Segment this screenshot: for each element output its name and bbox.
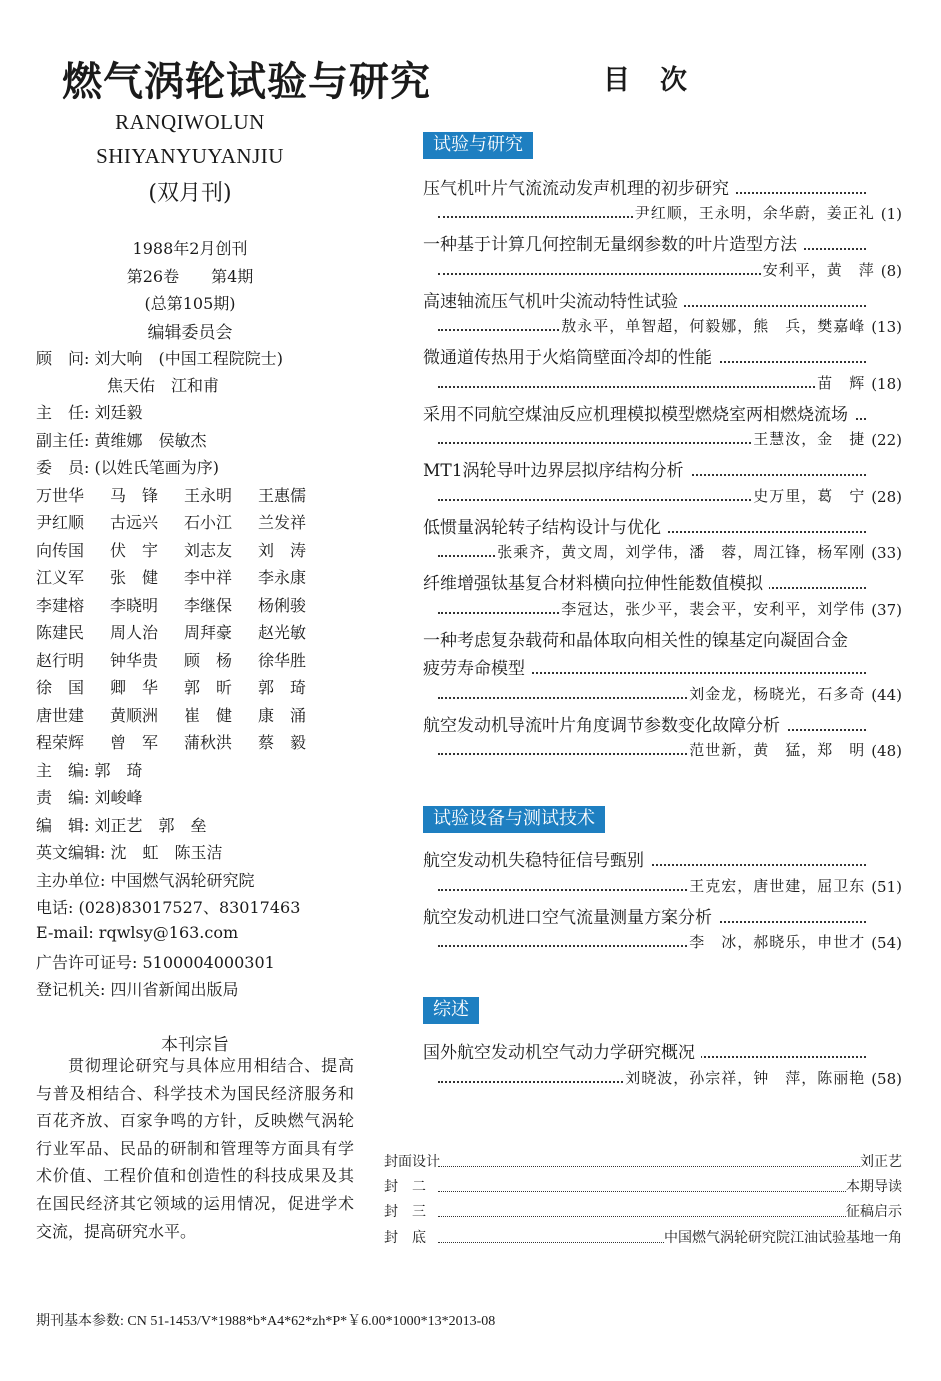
article-page: (18) bbox=[871, 375, 902, 393]
article-page: (54) bbox=[871, 934, 902, 952]
section-header-research: 试验与研究 bbox=[423, 132, 533, 159]
article-title[interactable]: MT1涡轮导叶边界层拟序结构分析 bbox=[423, 456, 866, 481]
registration-line: 登记机关: 四川省新闻出版局 bbox=[36, 980, 239, 999]
members-row: 李建榕 李晓明 李继保 杨俐骏 bbox=[36, 596, 307, 615]
members-row: 万世华 马 锋 王永明 王惠儒 bbox=[36, 486, 307, 505]
section-header-equipment: 试验设备与测试技术 bbox=[423, 806, 605, 833]
chief-editor-line: 主 编: 郭 琦 bbox=[36, 761, 143, 780]
article-page: (58) bbox=[871, 1070, 902, 1088]
article-page: (33) bbox=[871, 544, 902, 562]
members-row: 唐世建 黄顺洲 崔 健 康 涌 bbox=[36, 706, 307, 725]
members-row: 赵行明 钟华贵 顾 杨 徐华胜 bbox=[36, 651, 307, 670]
article-authors: 李 冰，郝晓乐，申世才 (54) bbox=[438, 931, 902, 952]
advisors-line2: 焦天佑 江和甫 bbox=[107, 376, 220, 395]
article-title[interactable]: 高速轴流压气机叶尖流动特性试验 bbox=[423, 287, 866, 312]
journal-parameters: 期刊基本参数: CN 51-1453/V*1988*b*A4*62*zh*P*￥6.00*1000*13*2013-08 bbox=[36, 1314, 496, 1329]
vice-director-line: 副主任: 黄维娜 侯敏杰 bbox=[36, 431, 207, 450]
article-authors: 李冠达，张少平，裴会平，安利平，刘学伟 (37) bbox=[438, 598, 902, 619]
journal-frequency: (双月刊) bbox=[148, 181, 232, 206]
responsible-editor-line: 责 编: 刘峻峰 bbox=[36, 788, 143, 807]
members-row: 向传国 伏 宇 刘志友 刘 涛 bbox=[36, 541, 307, 560]
founded-date: 1988年2月创刊 bbox=[132, 239, 248, 258]
article-page: (37) bbox=[871, 601, 902, 619]
members-label: 委 员: (以姓氏笔画为序) bbox=[36, 458, 219, 477]
article-title[interactable]: 航空发动机进口空气流量测量方案分析 bbox=[423, 903, 866, 928]
volume-issue: 第26卷 第4期 bbox=[126, 267, 254, 286]
editorial-board-heading: 编辑委员会 bbox=[147, 323, 233, 343]
advisors-line1: 顾 问: 刘大响 (中国工程院院士) bbox=[36, 349, 283, 368]
members-row: 程荣辉 曾 军 蒲秋洪 蔡 毅 bbox=[36, 733, 307, 752]
journal-pinyin-line2: SHIYANYUYANJIU bbox=[96, 144, 284, 168]
article-authors: 王慧汝，金 捷 (22) bbox=[438, 428, 902, 449]
members-row: 江义军 张 健 李中祥 李永康 bbox=[36, 568, 307, 587]
article-title[interactable]: 压气机叶片气流流动发声机理的初步研究 bbox=[423, 174, 866, 199]
ad-license-line: 广告许可证号: 5100004000301 bbox=[36, 953, 275, 972]
sponsor-line: 主办单位: 中国燃气涡轮研究院 bbox=[36, 871, 255, 890]
article-authors: 刘金龙，杨晓光，石多奇 (44) bbox=[438, 683, 902, 704]
journal-title: 燃气涡轮试验与研究 bbox=[62, 59, 431, 105]
article-title[interactable]: 一种基于计算几何控制无量纲参数的叶片造型方法 bbox=[423, 230, 866, 255]
english-editors-line: 英文编辑: 沈 虹 陈玉洁 bbox=[36, 843, 223, 862]
aim-heading: 本刊宗旨 bbox=[161, 1035, 229, 1055]
back-cover-line: 封 底 中国燃气涡轮研究院江油试验基地一角 bbox=[384, 1230, 902, 1246]
article-title[interactable]: 微通道传热用于火焰筒壁面冷却的性能 bbox=[423, 343, 866, 368]
article-authors: 范世新，黄 猛，郑 明 (48) bbox=[438, 739, 902, 760]
article-page: (44) bbox=[871, 686, 902, 704]
article-authors: 尹红顺，王永明，余华蔚，姜正礼 (1) bbox=[438, 202, 902, 223]
director-line: 主 任: 刘廷毅 bbox=[36, 403, 143, 422]
article-authors: 苗 辉 (18) bbox=[438, 372, 902, 393]
aim-body: 贯彻理论研究与具体应用相结合、提高与普及相结合、科学技术为国民经济服务和百花齐放、百家争鸣的方针，反映燃气涡轮行业军品、民品的研制和管理等方面具有学术价值、工程价值和创造性的科技成果及其在国民经济其它领域的运用情况，促进学术交流，提高研究水平。 bbox=[36, 1056, 354, 1241]
article-page: (48) bbox=[871, 742, 902, 760]
article-authors: 张乘齐，黄文周，刘学伟，潘 蓉，周江锋，杨军刚 (33) bbox=[438, 541, 902, 562]
article-page: (51) bbox=[871, 878, 902, 896]
article-title[interactable]: 一种考虑复杂载荷和晶体取向相关性的镍基定向凝固合金 bbox=[423, 626, 866, 651]
article-page: (1) bbox=[880, 205, 902, 223]
members-row: 陈建民 周人治 周拜豪 赵光敏 bbox=[36, 623, 307, 642]
article-authors: 敖永平，单智超，何毅娜，熊 兵，樊嘉峰 (13) bbox=[438, 315, 902, 336]
editors-line: 编 辑: 刘正艺 郭 垒 bbox=[36, 816, 207, 835]
cover-design-line: 封面设计 刘正艺 bbox=[384, 1154, 902, 1170]
article-title[interactable]: 航空发动机失稳特征信号甄别 bbox=[423, 846, 866, 871]
toc-title: 目次 bbox=[603, 65, 717, 96]
article-page: (22) bbox=[871, 431, 902, 449]
cover-three-line: 封 三 征稿启示 bbox=[384, 1204, 902, 1220]
article-title[interactable]: 纤维增强钛基复合材料横向拉伸性能数值模拟 bbox=[423, 569, 866, 594]
section-header-review: 综述 bbox=[423, 997, 479, 1024]
article-authors: 安利平，黄 萍 (8) bbox=[438, 259, 902, 280]
total-issue: (总第105期) bbox=[144, 294, 236, 313]
email-line: E-mail: rqwlsy@163.com bbox=[36, 923, 239, 942]
article-authors: 王克宏，唐世建，屈卫东 (51) bbox=[438, 875, 902, 896]
article-page: (28) bbox=[871, 488, 902, 506]
members-row: 尹红顺 古远兴 石小江 兰发祥 bbox=[36, 513, 307, 532]
article-title[interactable]: 国外航空发动机空气动力学研究概况 bbox=[423, 1038, 866, 1063]
article-title-continued[interactable]: 疲劳寿命模型 bbox=[423, 654, 866, 679]
article-page: (13) bbox=[871, 318, 902, 336]
journal-pinyin-line1: RANQIWOLUN bbox=[115, 110, 265, 134]
article-page: (8) bbox=[880, 262, 902, 280]
cover-two-line: 封 二 本期导读 bbox=[384, 1179, 902, 1195]
article-title[interactable]: 低惯量涡轮转子结构设计与优化 bbox=[423, 513, 866, 538]
phone-line: 电话: (028)83017527、83017463 bbox=[36, 898, 301, 917]
members-row: 徐 国 卿 华 郭 昕 郭 琦 bbox=[36, 678, 307, 697]
article-title[interactable]: 航空发动机导流叶片角度调节参数变化故障分析 bbox=[423, 711, 866, 736]
article-title[interactable]: 采用不同航空煤油反应机理模拟模型燃烧室两相燃烧流场 bbox=[423, 400, 866, 425]
article-authors: 史万里，葛 宁 (28) bbox=[438, 485, 902, 506]
article-authors: 刘晓波，孙宗祥，钟 萍，陈丽艳 (58) bbox=[438, 1067, 902, 1088]
